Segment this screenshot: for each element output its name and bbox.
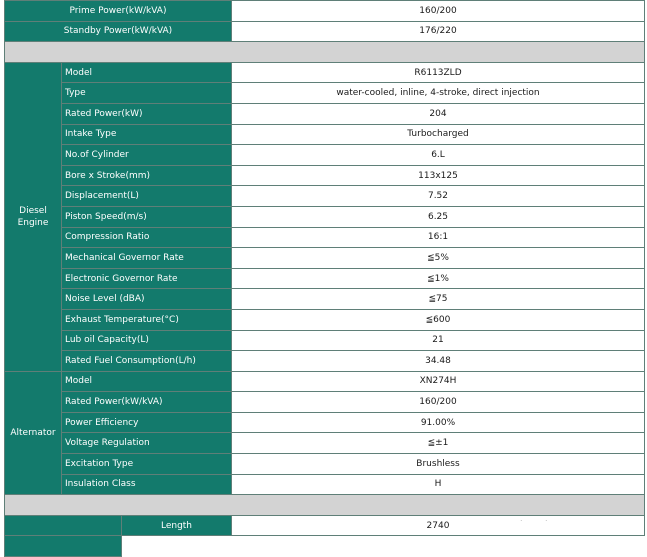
table-row bbox=[5, 21, 645, 42]
engine-lub-oil-capacity-l-value: 21 bbox=[232, 330, 645, 351]
engine-exhaust-temperature-c-value: ≦600 bbox=[232, 309, 645, 330]
separator-cell bbox=[5, 495, 645, 516]
alternator-power-efficiency-value: 91.00% bbox=[232, 412, 645, 433]
table-row bbox=[5, 124, 645, 145]
table-row bbox=[5, 165, 645, 186]
engine-model-value: R6113ZLD bbox=[232, 62, 645, 83]
alternator-power-efficiency-label: Power Efficiency bbox=[62, 412, 232, 433]
dimension-length-value: 2740 bbox=[232, 515, 645, 536]
engine-electronic-governor-rate-label: Electronic Governor Rate bbox=[62, 268, 232, 289]
engine-compression-ratio-value: 16:1 bbox=[232, 227, 645, 248]
table-row bbox=[5, 330, 645, 351]
engine-rated-fuel-consumption-l-h-label: Rated Fuel Consumption(L/h) bbox=[62, 351, 232, 372]
standby-power-label: Standby Power(kW/kVA) bbox=[5, 21, 232, 42]
table-row bbox=[5, 392, 645, 413]
engine-compression-ratio-label: Compression Ratio bbox=[62, 227, 232, 248]
alternator-voltage-regulation-label: Voltage Regulation bbox=[62, 433, 232, 454]
spec-table-body bbox=[5, 1, 645, 557]
table-row bbox=[5, 412, 645, 433]
section-separator bbox=[5, 495, 645, 516]
alternator-rated-power-kw-kva-label: Rated Power(kW/kVA) bbox=[62, 392, 232, 413]
generator-spec-table bbox=[4, 0, 645, 557]
alternator-excitation-type-value: Brushless bbox=[232, 454, 645, 475]
engine-displacement-l-value: 7.52 bbox=[232, 186, 645, 207]
engine-bore-x-stroke-mm-value: 113x125 bbox=[232, 165, 645, 186]
alternator-model-value: XN274H bbox=[232, 371, 645, 392]
alternator-insulation-class-value: H bbox=[232, 474, 645, 495]
table-row bbox=[5, 515, 645, 536]
spec-sheet bbox=[4, 0, 644, 557]
table-row bbox=[5, 474, 645, 495]
table-row bbox=[5, 289, 645, 310]
table-row bbox=[5, 371, 645, 392]
table-row bbox=[5, 433, 645, 454]
engine-noise-level-dba-label: Noise Level (dBA) bbox=[62, 289, 232, 310]
engine-mechanical-governor-rate-value: ≦5% bbox=[232, 248, 645, 269]
empty-cell bbox=[122, 536, 232, 557]
section-separator bbox=[5, 42, 645, 63]
standby-power-value: 176/220 bbox=[232, 21, 645, 42]
engine-electronic-governor-rate-value: ≦1% bbox=[232, 268, 645, 289]
table-row bbox=[5, 1, 645, 22]
table-row bbox=[5, 351, 645, 372]
engine-bore-x-stroke-mm-label: Bore x Stroke(mm) bbox=[62, 165, 232, 186]
engine-piston-speed-m-s-label: Piston Speed(m/s) bbox=[62, 206, 232, 227]
alternator-excitation-type-label: Excitation Type bbox=[62, 454, 232, 475]
table-row bbox=[5, 103, 645, 124]
dimensions-group-continued bbox=[5, 536, 122, 557]
engine-group-label: Diesel Engine bbox=[5, 62, 62, 371]
alternator-rated-power-kw-kva-value: 160/200 bbox=[232, 392, 645, 413]
scan-mark: . bbox=[520, 514, 523, 523]
engine-type-value: water-cooled, inline, 4-stroke, direct injection bbox=[232, 83, 645, 104]
engine-no-of-cylinder-value: 6.L bbox=[232, 145, 645, 166]
alternator-model-label: Model bbox=[62, 371, 232, 392]
engine-rated-power-kw-value: 204 bbox=[232, 103, 645, 124]
empty-cell bbox=[232, 536, 645, 557]
table-row bbox=[5, 227, 645, 248]
engine-mechanical-governor-rate-label: Mechanical Governor Rate bbox=[62, 248, 232, 269]
dimension-length-label: Length bbox=[122, 515, 232, 536]
table-row bbox=[5, 145, 645, 166]
table-row bbox=[5, 83, 645, 104]
engine-no-of-cylinder-label: No.of Cylinder bbox=[62, 145, 232, 166]
table-row bbox=[5, 62, 645, 83]
engine-lub-oil-capacity-l-label: Lub oil Capacity(L) bbox=[62, 330, 232, 351]
alternator-voltage-regulation-value: ≦±1 bbox=[232, 433, 645, 454]
engine-displacement-l-label: Displacement(L) bbox=[62, 186, 232, 207]
engine-model-label: Model bbox=[62, 62, 232, 83]
separator-cell bbox=[5, 42, 645, 63]
alternator-group-label: Alternator bbox=[5, 371, 62, 495]
table-row bbox=[5, 268, 645, 289]
engine-exhaust-temperature-c-label: Exhaust Temperature(°C) bbox=[62, 309, 232, 330]
engine-rated-power-kw-label: Rated Power(kW) bbox=[62, 103, 232, 124]
engine-intake-type-label: Intake Type bbox=[62, 124, 232, 145]
prime-power-label: Prime Power(kW/kVA) bbox=[5, 1, 232, 22]
table-row bbox=[5, 536, 645, 557]
engine-type-label: Type bbox=[62, 83, 232, 104]
alternator-insulation-class-label: Insulation Class bbox=[62, 474, 232, 495]
table-row bbox=[5, 454, 645, 475]
engine-noise-level-dba-value: ≦75 bbox=[232, 289, 645, 310]
dimensions-group-label bbox=[5, 515, 122, 536]
prime-power-value: 160/200 bbox=[232, 1, 645, 22]
table-row bbox=[5, 248, 645, 269]
engine-rated-fuel-consumption-l-h-value: 34.48 bbox=[232, 351, 645, 372]
table-row bbox=[5, 206, 645, 227]
table-row bbox=[5, 186, 645, 207]
table-row bbox=[5, 309, 645, 330]
engine-piston-speed-m-s-value: 6.25 bbox=[232, 206, 645, 227]
engine-intake-type-value: Turbocharged bbox=[232, 124, 645, 145]
scan-mark: . bbox=[545, 514, 548, 523]
